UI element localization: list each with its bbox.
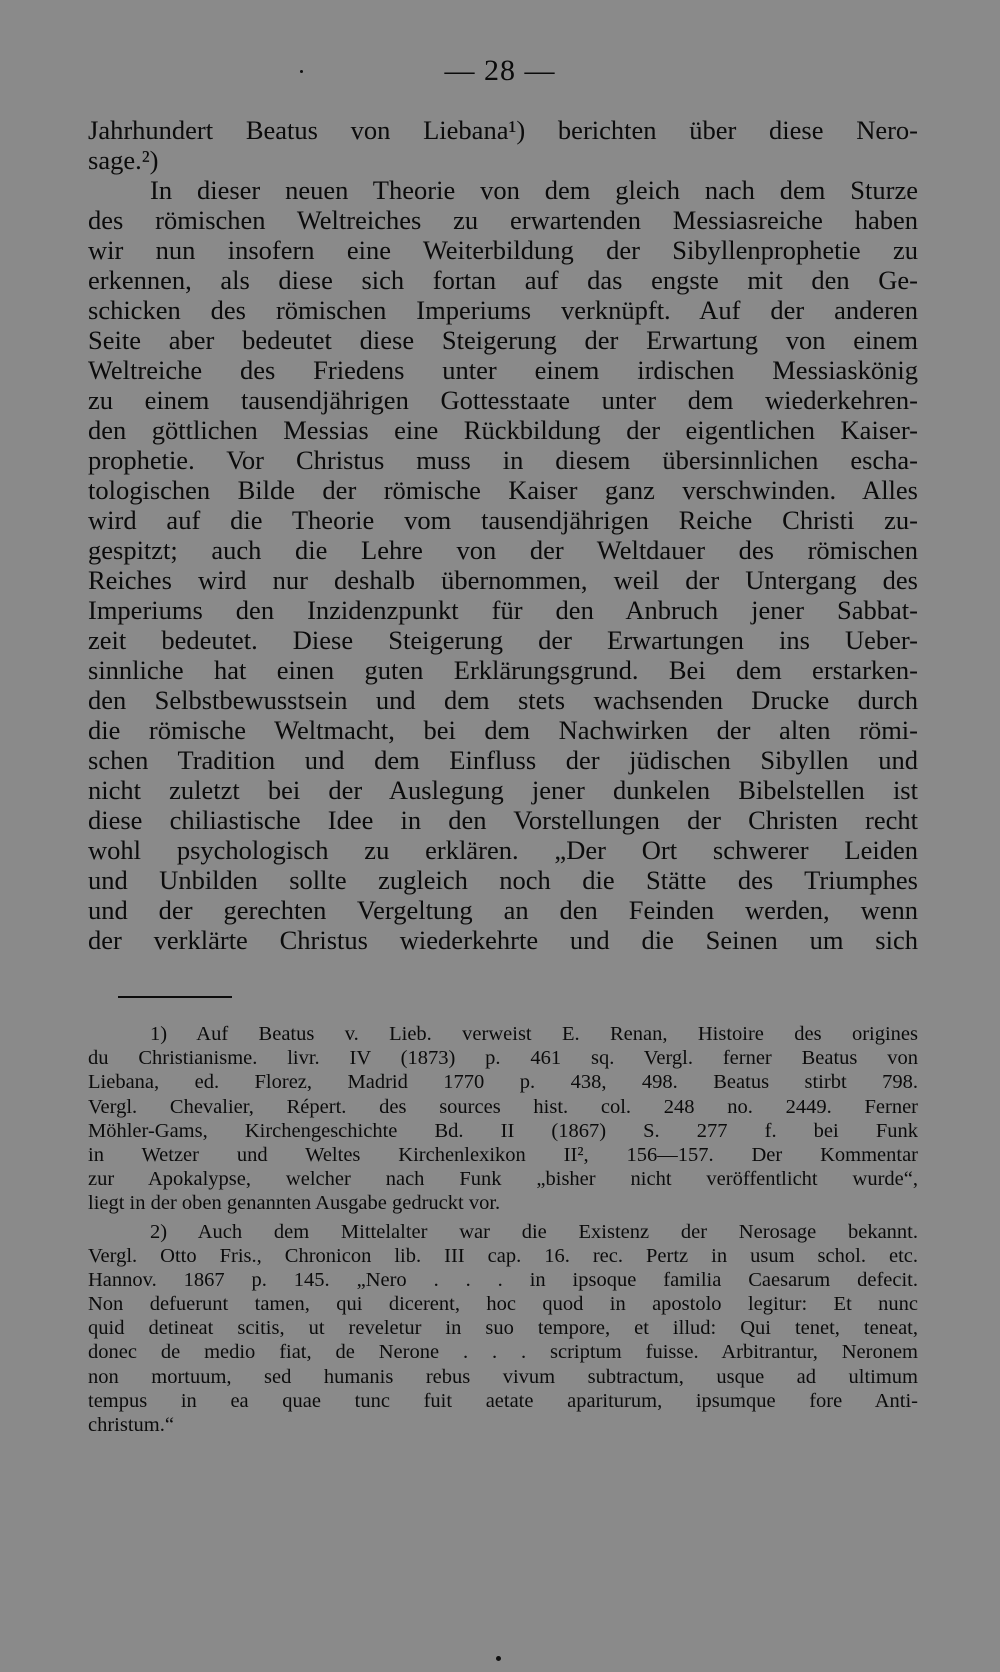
footnote-line: Möhler-Gams, Kirchengeschichte Bd. II (1867) S. 277 f. bei Funk [88, 1119, 918, 1142]
footnote-line: in Wetzer und Weltes Kirchenlexikon II², 156—157. Der Kommentar [88, 1143, 918, 1166]
text-line: Seite aber bedeutet diese Steigerung der Erwartung von einem [88, 325, 918, 355]
footnote-line: Liebana, ed. Florez, Madrid 1770 p. 438, 498. Beatus stirbt 798. [88, 1071, 918, 1094]
text-line: die römische Weltmacht, bei dem Nachwirken der alten römi- [88, 715, 918, 745]
footnote-line: donec de medio fiat, de Nerone . . . scriptum fuisse. Arbitrantur, Neronem [88, 1341, 918, 1364]
text-line: Jahrhundert Beatus von Liebana¹) berichten über diese Nero- [88, 115, 918, 145]
text-line: und Unbilden sollte zugleich noch die Stätte des Triumphes [88, 865, 918, 895]
text-line: wird auf die Theorie vom tausendjährigen Reiche Christi zu- [88, 505, 918, 535]
text-line: zu einem tausendjährigen Gottesstaate unter dem wiederkehren- [88, 385, 918, 415]
footnote-line: non mortuum, sed humanis rebus vivum subtractum, usque ad ultimum [88, 1365, 918, 1388]
text-line: Weltreiche des Friedens unter einem irdischen Messiaskönig [88, 355, 918, 385]
footnote-2 [88, 1220, 918, 1438]
footnote-1 [88, 1022, 918, 1216]
text-line: In dieser neuen Theorie von dem gleich nach dem Sturze [150, 175, 918, 205]
footnote-line: tempus in ea quae tunc fuit aetate apariturum, ipsumque fore Anti- [88, 1389, 918, 1412]
footnote-line: Non defuerunt tamen, qui dicerent, hoc quod in apostolo legitur: Et nunc [88, 1293, 918, 1316]
footnote-line: Vergl. Chevalier, Répert. des sources hist. col. 248 no. 2449. Ferner [88, 1095, 918, 1118]
footnote-line: zur Apokalypse, welcher nach Funk „bisher nicht veröffentlicht wurde“, [88, 1168, 918, 1191]
text-line: wir nun insofern eine Weiterbildung der Sibyllenprophetie zu [88, 235, 918, 265]
ink-speck [300, 70, 303, 73]
footnote-line: 2) Auch dem Mittelalter war die Existenz der Nerosage bekannt. [150, 1220, 918, 1243]
page-number: — 28 — [444, 54, 556, 87]
footnote-line: Vergl. Otto Fris., Chronicon lib. III cap. 16. rec. Pertz in usum schol. etc. [88, 1244, 918, 1267]
footnote-line: 1) Auf Beatus v. Lieb. verweist E. Renan, Histoire des origines [150, 1023, 918, 1045]
footnote-line: du Christianisme. livr. IV (1873) p. 461 sq. Vergl. ferner Beatus von [88, 1047, 918, 1070]
text-line: den göttlichen Messias eine Rückbildung der eigentlichen Kaiser- [88, 415, 918, 445]
footnote-line: quid detineat scitis, ut reveletur in suo tempore, et illud: Qui tenet, teneat, [88, 1317, 918, 1340]
text-line: der verklärte Christus wiederkehrte und die Seinen um sich [88, 925, 918, 955]
ink-speck [496, 1656, 501, 1661]
text-line: erkennen, als diese sich fortan auf das engste mit den Ge- [88, 265, 918, 295]
text-line: des römischen Weltreiches zu erwartenden Messiasreiche haben [88, 205, 918, 235]
text-line: tologischen Bilde der römische Kaiser ganz verschwinden. Alles [88, 475, 918, 505]
footnotes [88, 1022, 918, 1441]
text-line: den Selbstbewusstsein und dem stets wachsenden Drucke durch [88, 685, 918, 715]
text-line: diese chiliastische Idee in den Vorstellungen der Christen recht [88, 805, 918, 835]
text-line: schicken des römischen Imperiums verknüpft. Auf der anderen [88, 295, 918, 325]
text-line: prophetie. Vor Christus muss in diesem übersinnlichen escha- [88, 445, 918, 475]
text-line: schen Tradition und dem Einfluss der jüdischen Sibyllen und [88, 745, 918, 775]
text-line: sage.²) [88, 145, 159, 175]
text-line: gespitzt; auch die Lehre von der Weltdauer des römischen [88, 535, 918, 565]
main-text [88, 115, 918, 955]
footnote-line: christum.“ [88, 1414, 174, 1436]
text-line: Reiches wird nur deshalb übernommen, weil der Untergang des [88, 565, 918, 595]
footnote-line: Hannov. 1867 p. 145. „Nero . . . in ipsoque familia Caesarum defecit. [88, 1268, 918, 1291]
text-line: zeit bedeutet. Diese Steigerung der Erwartungen ins Ueber- [88, 625, 918, 655]
footnote-line: liegt in der oben genannten Ausgabe gedruckt vor. [88, 1192, 501, 1215]
text-line: wohl psychologisch zu erklären. „Der Ort schwerer Leiden [88, 835, 918, 865]
footnote-divider [118, 996, 232, 998]
text-line: Imperiums den Inzidenzpunkt für den Anbruch jener Sabbat- [88, 595, 918, 625]
text-line: und der gerechten Vergeltung an den Feinden werden, wenn [88, 895, 918, 925]
text-line: nicht zuletzt bei der Auslegung jener dunkelen Bibelstellen ist [88, 775, 918, 805]
text-line: sinnliche hat einen guten Erklärungsgrund. Bei dem erstarken- [88, 655, 918, 685]
